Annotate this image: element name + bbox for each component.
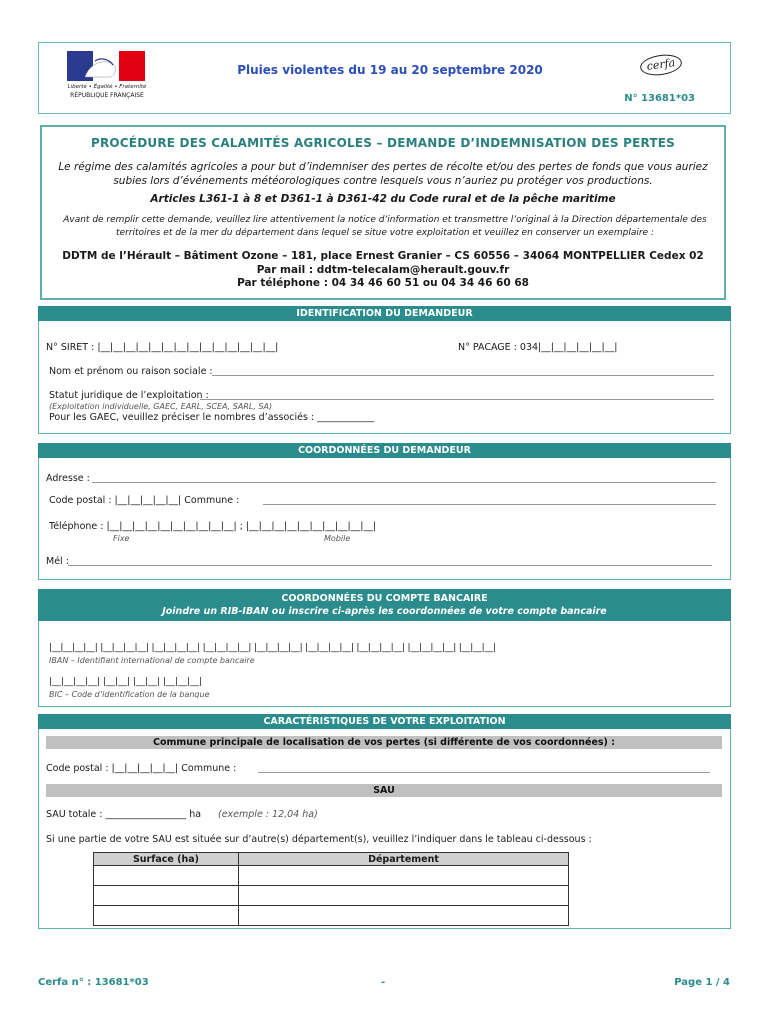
exploitation-heading: CARACTÉRISTIQUES DE VOTRE EXPLOITATION bbox=[38, 714, 731, 729]
iban-field[interactable]: |__|__|__|__| |__|__|__|__| |__|__|__|__| |__|__|__|__| |__|__|__|__| |__|__|__|__| |__|__|__|__| |__|__|__|__| |__|__|__| bbox=[49, 643, 496, 653]
table-row bbox=[94, 886, 569, 906]
footer-separator: - bbox=[381, 977, 386, 988]
footer-cerfa-number: Cerfa n° : 13681*03 bbox=[38, 977, 149, 988]
articles-reference: Articles L361-1 à 8 et D361-1 à D361-42 du Code rural et de la pêche maritime bbox=[150, 193, 616, 205]
coordonnees-section bbox=[38, 443, 731, 580]
departement-cell[interactable] bbox=[239, 906, 569, 926]
sau-heading: SAU bbox=[46, 784, 722, 797]
cerfa-logo: cerfa bbox=[639, 52, 683, 78]
banque-subheading: Joindre un RIB-IBAN ou inscrire ci-après les coordonnées de votre compte bancaire bbox=[162, 606, 607, 617]
banque-heading-bar bbox=[38, 589, 731, 621]
procedure-title: PROCÉDURE DES CALAMITÉS AGRICOLES – DEMANDE D’INDEMNISATION DES PERTES bbox=[90, 136, 676, 150]
phone-fixe-hint: Fixe bbox=[113, 534, 130, 543]
siret-field[interactable]: N° SIRET : |__|__|__|__|__|__|__|__|__|__|__|__|__|__| bbox=[46, 342, 279, 353]
statut-hint: (Exploitation individuelle, GAEC, EARL, SCEA, SARL, SA) bbox=[49, 402, 273, 411]
address-input-line[interactable] bbox=[92, 482, 716, 483]
ddtm-address-block bbox=[40, 250, 726, 291]
departement-cell[interactable] bbox=[239, 866, 569, 886]
ddtm-phone: Par téléphone : 04 34 46 60 51 ou 04 34 46 60 68 bbox=[237, 277, 529, 289]
intro-paragraph: Le régime des calamités agricoles a pour but d’indemniser des pertes de récolte et/ou des pertes de fonds que vous auriez subies lors d’événements météorologiques contre lesquels vous n’auriez pu protéger vos productions. bbox=[58, 161, 708, 187]
postal-code-field[interactable]: Code postal : |__|__|__|__|__| Commune : bbox=[49, 495, 240, 506]
exploitation-commune-input-line[interactable] bbox=[258, 772, 710, 773]
commune-input-line[interactable] bbox=[263, 504, 716, 505]
iban-hint: IBAN – Identifiant international de compte bancaire bbox=[49, 656, 255, 665]
table-header-row bbox=[94, 853, 569, 866]
phone-field[interactable]: Téléphone : |__|__|__|__|__|__|__|__|__|__| ; |__|__|__|__|__|__|__|__|__|__| bbox=[49, 521, 377, 532]
republique-francaise-logo bbox=[55, 47, 155, 105]
table-row bbox=[94, 906, 569, 926]
name-label: Nom et prénom ou raison sociale : bbox=[49, 366, 213, 377]
gaec-associates-field[interactable]: Pour les GAEC, veuillez préciser le nombres d’associés : ____________ bbox=[49, 412, 375, 423]
logo-motto: Liberté • Égalité • Fraternité bbox=[67, 84, 147, 90]
surface-cell[interactable] bbox=[94, 906, 239, 926]
pacage-field[interactable]: N° PACAGE : 034|__|__|__|__|__|__| bbox=[458, 342, 618, 353]
bic-field[interactable]: |__|__|__|__| |__|__| |__|__| |__|__|__| bbox=[49, 677, 203, 687]
instructions-paragraph: Avant de remplir cette demande, veuillez lire attentivement la notice d’information et transmettre l’original à la Direction départementale des territoires et de la mer du département dans lequel se situe votre exploitation et veuillez en conserver un exemplaire : bbox=[63, 215, 707, 238]
email-input-line[interactable] bbox=[68, 565, 712, 566]
sau-departement-table bbox=[93, 852, 569, 926]
phone-mobile-hint: Mobile bbox=[324, 534, 351, 543]
surface-cell[interactable] bbox=[94, 866, 239, 886]
event-title: Pluies violentes du 19 au 20 septembre 2020 bbox=[237, 63, 543, 77]
statut-label: Statut juridique de l’exploitation : bbox=[49, 390, 209, 401]
address-label: Adresse : bbox=[46, 473, 90, 484]
statut-input-line[interactable] bbox=[200, 399, 714, 400]
identification-heading: IDENTIFICATION DU DEMANDEUR bbox=[38, 306, 731, 321]
ddtm-address: DDTM de l’Hérault – Bâtiment Ozone – 181, place Ernest Granier – CS 60556 – 34064 MONTPELLIER Cedex 02 bbox=[62, 250, 704, 262]
departement-cell[interactable] bbox=[239, 886, 569, 906]
bic-hint: BIC – Code d’identification de la banque bbox=[49, 690, 210, 699]
surface-column-header: Surface (ha) bbox=[94, 853, 239, 866]
footer-page-number: Page 1 / 4 bbox=[674, 977, 730, 988]
coordonnees-heading: COORDONNÉES DU DEMANDEUR bbox=[38, 443, 731, 458]
sau-example: (exemple : 12,04 ha) bbox=[218, 809, 318, 820]
ddtm-email: Par mail : ddtm-telecalam@herault.gouv.fr bbox=[256, 263, 510, 276]
name-input-line[interactable] bbox=[212, 375, 714, 376]
sau-other-dept-question: Si une partie de votre SAU est située sur d’autre(s) département(s), veuillez l’indiquer dans le tableau ci-dessous : bbox=[46, 834, 592, 845]
commune-principale-heading: Commune principale de localisation de vos pertes (si différente de vos coordonnées) : bbox=[46, 736, 722, 749]
surface-cell[interactable] bbox=[94, 886, 239, 906]
banque-heading: COORDONNÉES DU COMPTE BANCAIRE bbox=[281, 593, 488, 604]
form-number: N° 13681*03 bbox=[624, 93, 695, 104]
logo-republique: RÉPUBLIQUE FRANÇAISE bbox=[70, 92, 144, 99]
sau-total-field[interactable]: SAU totale : _________________ ha bbox=[46, 809, 202, 820]
email-label: Mél : bbox=[46, 556, 69, 567]
exploitation-postal-code-field[interactable]: Code postal : |__|__|__|__|__| Commune : bbox=[46, 763, 237, 774]
table-row bbox=[94, 866, 569, 886]
departement-column-header: Département bbox=[239, 853, 569, 866]
